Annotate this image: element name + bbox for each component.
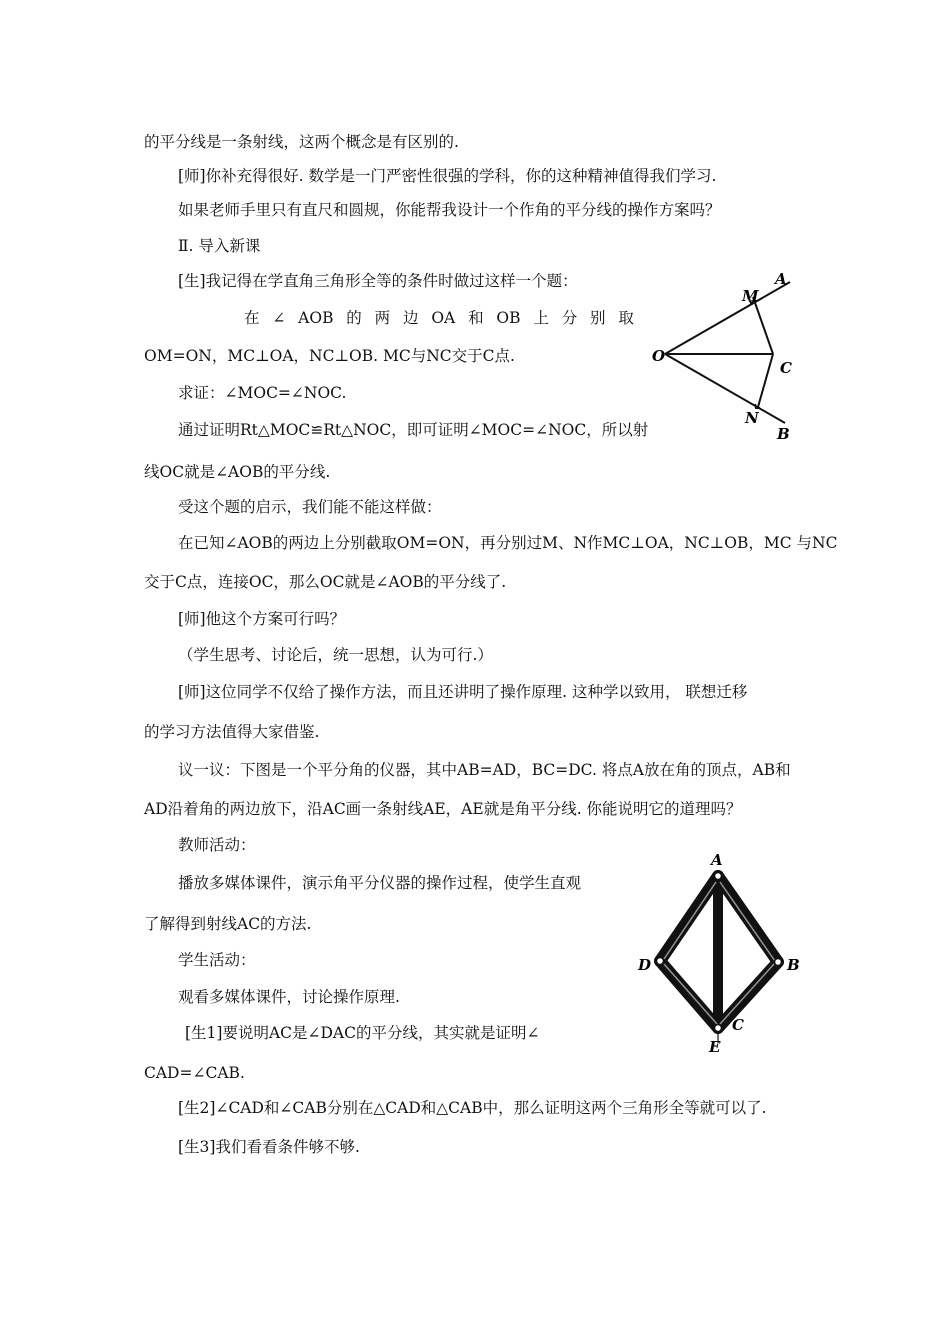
word: ∠ [272, 309, 286, 327]
text-line: 通过证明Rt△MOC≌Rt△NOC，即可证明∠MOC=∠NOC，所以射 [178, 421, 649, 439]
label-b: B [787, 956, 800, 974]
label-c: C [732, 1016, 744, 1034]
text-line: [生3]我们看看条件够不够. [178, 1138, 360, 1156]
text-line: [生]我记得在学直角三角形全等的条件时做过这样一个题： [178, 272, 578, 290]
text-line: 求证：∠MOC=∠NOC. [178, 384, 347, 402]
text-line: 受这个题的启示，我们能不能这样做： [178, 498, 442, 516]
text-line: 的平分线是一条射线，这两个概念是有区别的. [144, 133, 459, 151]
text-line: 的学习方法值得大家借鉴. [144, 723, 320, 741]
label-b: B [777, 425, 790, 443]
label-o: O [652, 347, 666, 365]
section-heading: Ⅱ. 导入新课 [178, 237, 261, 255]
word: 取 [618, 309, 634, 327]
label-m: M [742, 287, 759, 305]
label-c: C [780, 359, 792, 377]
text-line: 学生活动： [178, 951, 256, 969]
label-d: D [638, 956, 652, 974]
text-line: OM=ON，MC⊥OA，NC⊥OB. MC与NC交于C点. [144, 347, 515, 365]
word: 和 [468, 309, 484, 327]
label-n: N [745, 409, 759, 427]
text-line-spread [244, 308, 634, 328]
text-line: CAD=∠CAB. [144, 1064, 245, 1082]
label-e: E [709, 1038, 721, 1056]
word: 两 [374, 309, 391, 327]
text-line: 播放多媒体课件，演示角平分仪器的操作过程，使学生直观 [178, 874, 582, 892]
text-line: 线OC就是∠AOB的平分线. [144, 463, 331, 481]
word: 分 [561, 309, 578, 327]
text-line: 如果老师手里只有直尺和圆规，你能帮我设计一个作角的平分线的操作方案吗？ [178, 201, 721, 219]
label-a: A [775, 270, 787, 288]
text-line: 议一议：下图是一个平分角的仪器，其中AB=AD，BC=DC. 将点A放在角的顶点，AB和 [178, 761, 791, 779]
text-line: 了解得到射线AC的方法. [144, 915, 312, 933]
text-line: [师]你补充得很好. 数学是一门严密性很强的学科，你的这种精神值得我们学习. [178, 167, 717, 185]
word: AOB [298, 309, 334, 327]
bisector-instrument-figure [630, 848, 810, 1058]
text-line: （学生思考、讨论后，统一思想，认为可行.） [178, 646, 493, 664]
word: 边 [402, 309, 419, 327]
text-line: [师]他这个方案可行吗？ [178, 610, 346, 628]
word: 上 [533, 309, 549, 327]
text-line: 观看多媒体课件，讨论操作原理. [178, 988, 400, 1006]
angle-bisector-figure [645, 265, 805, 450]
text-line: [生2]∠CAD和∠CAB分别在△CAD和△CAB中，那么证明这两个三角形全等就可以了. [178, 1099, 767, 1117]
word: 在 [244, 309, 260, 327]
word: 别 [590, 309, 606, 327]
text-line: 教师活动： [178, 836, 256, 854]
text-line: [师]这位同学不仅给了操作方法，而且还讲明了操作原理. 这种学以致用， 联想迁移 [178, 683, 748, 701]
word: OA [431, 309, 456, 327]
text-line: 在已知∠AOB的两边上分别截取OM=ON，再分别过M、N作MC⊥OA，NC⊥OB，MC 与NC [178, 534, 838, 552]
label-a: A [711, 851, 723, 869]
word: OB [496, 309, 521, 327]
text-line: [生1]要说明AC是∠DAC的平分线，其实就是证明∠ [185, 1024, 540, 1042]
text-line: 交于C点，连接OC，那么OC就是∠AOB的平分线了. [144, 573, 507, 591]
word: 的 [346, 309, 362, 327]
text-line: AD沿着角的两边放下，沿AC画一条射线AE，AE就是角平分线. 你能说明它的道理吗？ [144, 800, 742, 818]
